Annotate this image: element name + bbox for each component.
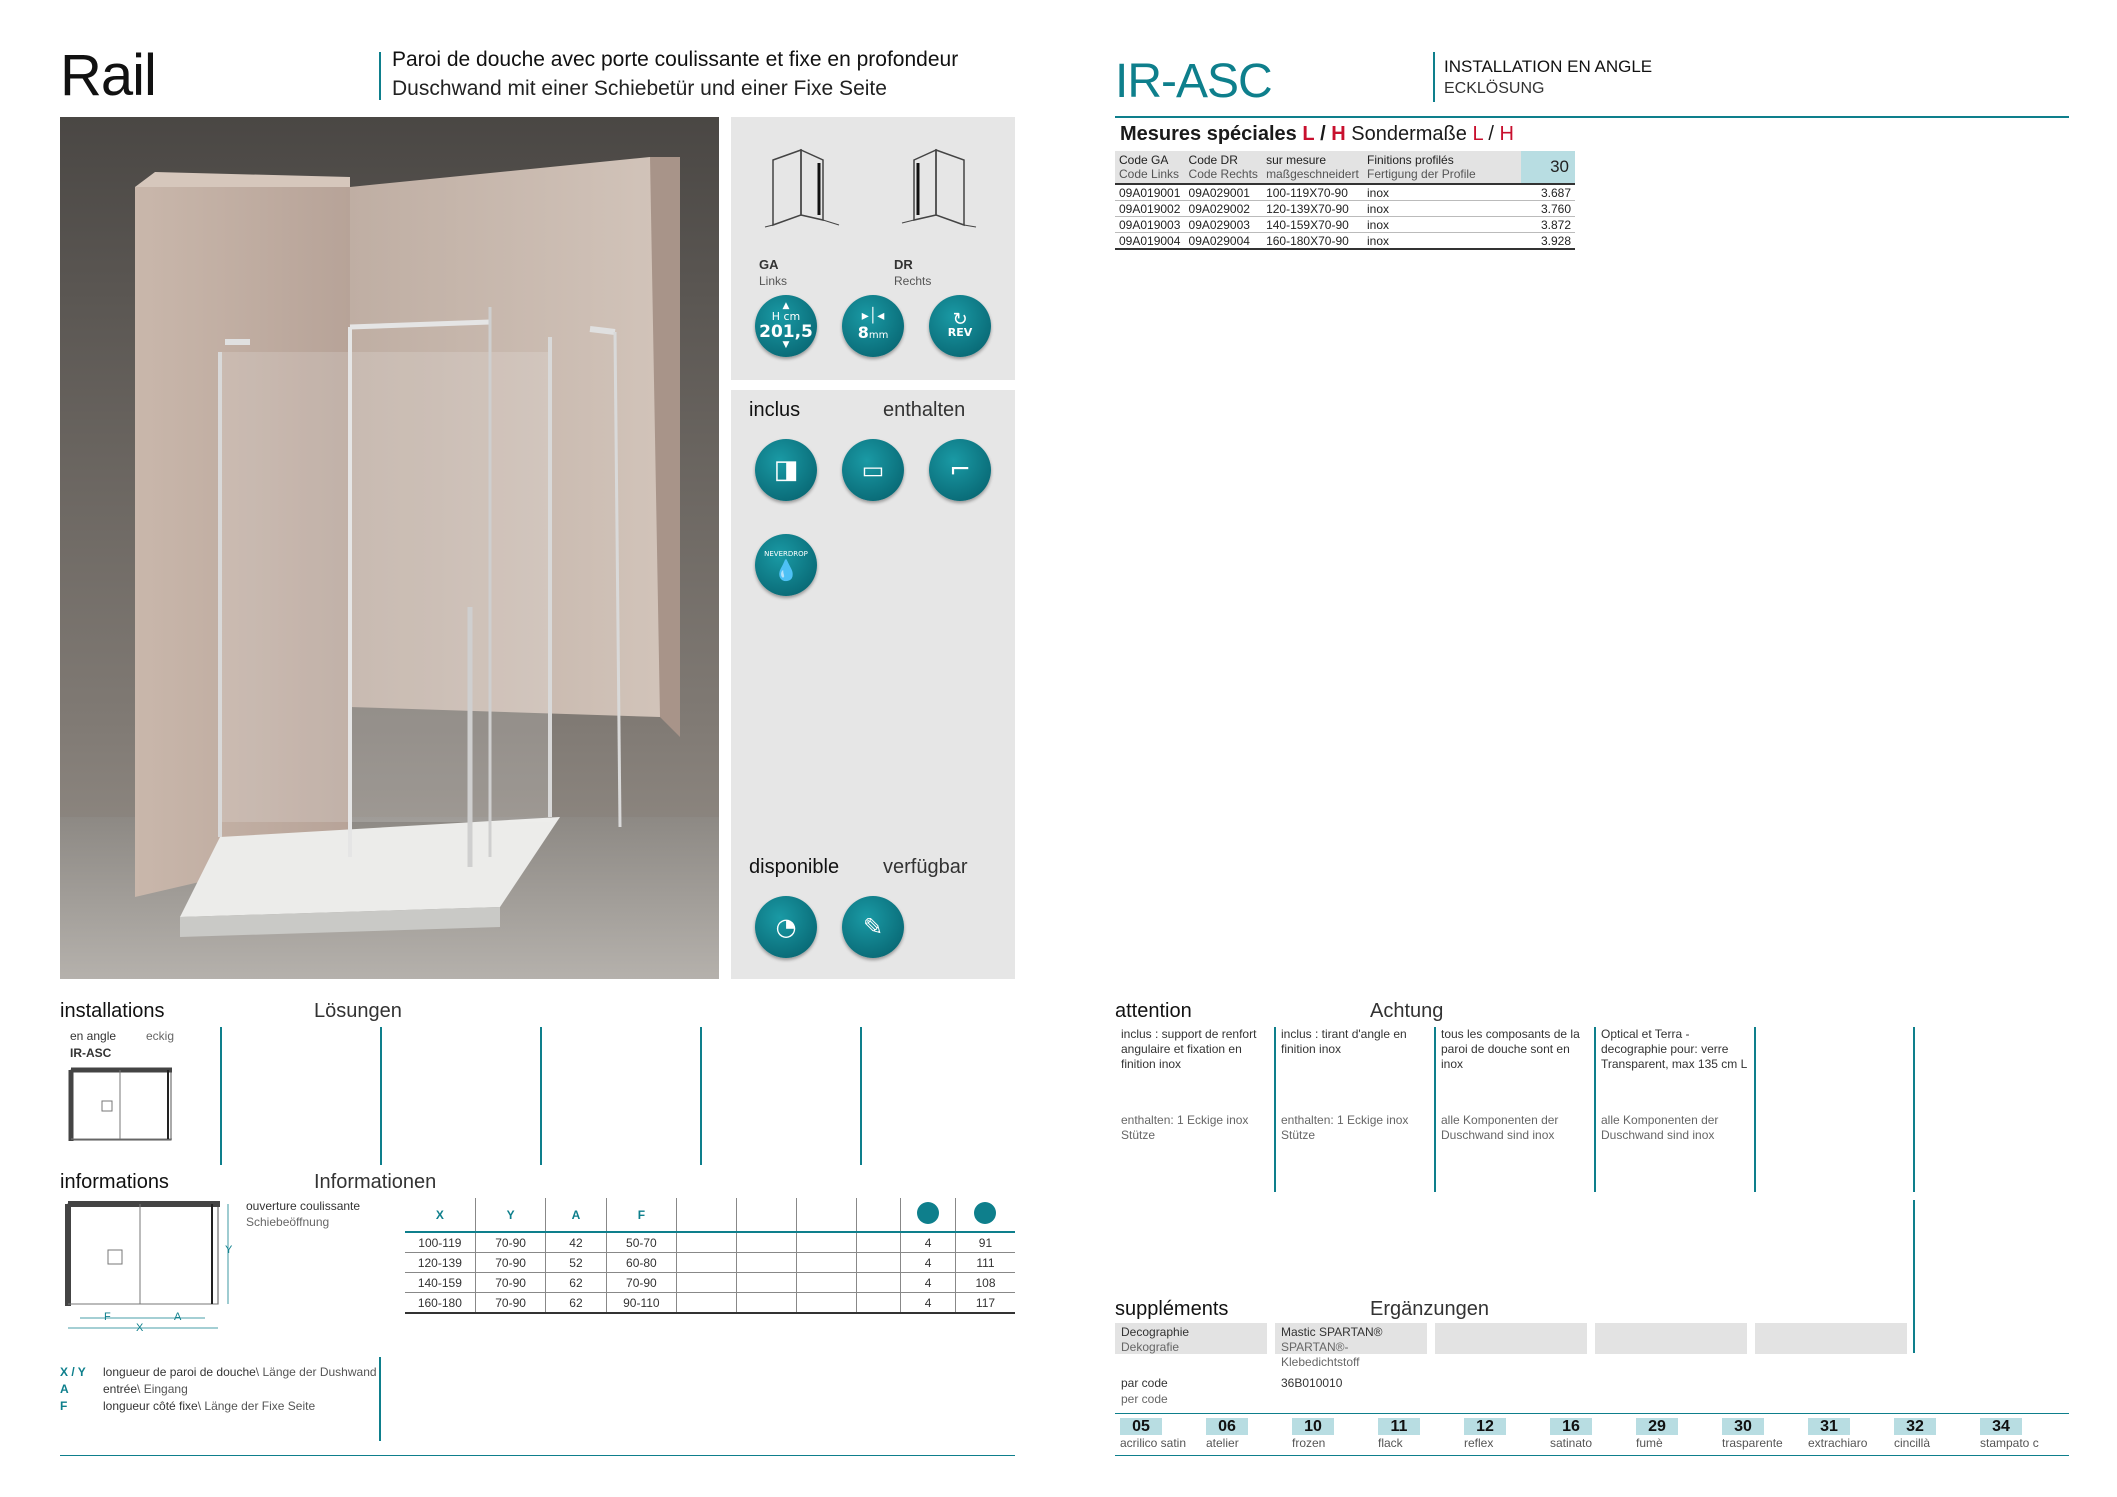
finish-label: fumè — [1636, 1436, 1663, 1450]
install-item-code: IR-ASC — [70, 1046, 112, 1060]
finish-chip: 10 — [1292, 1418, 1334, 1435]
model-divider — [1433, 52, 1435, 102]
dimensions-table: X Y A F 100-119 70-90 42 50-70 4 91 120-139 70-90 52 60-80 4 111 140-159 70-90 62 70-90 4 108 160-180 70-90 62 90-110 4 117 — [405, 1198, 1015, 1314]
legend-f-text: longueur côté fixe\ Länge der Fixe Seite — [103, 1399, 316, 1413]
finish-label: satinato — [1550, 1436, 1593, 1450]
attention-col-2-de: enthalten: 1 Eckige inox Stütze — [1281, 1113, 1409, 1142]
informations-label-de: Informationen — [314, 1171, 437, 1193]
orientation-panel — [731, 117, 1015, 380]
install-divider-3 — [540, 1027, 542, 1165]
model-code: IR-ASC — [1115, 55, 1272, 108]
supplement-box-1: Decographie Dekografie — [1115, 1323, 1267, 1354]
finish-label: atelier — [1206, 1436, 1239, 1450]
left-footer-rule — [60, 1455, 1015, 1456]
install-divider-4 — [700, 1027, 702, 1165]
legend-a-key: A — [60, 1382, 69, 1396]
attention-divider-4 — [1754, 1027, 1756, 1192]
attention-col-1-fr: inclus : support de renfort angulaire et fixation en finition inox — [1121, 1027, 1257, 1071]
finish-label: cincillà — [1894, 1436, 1931, 1450]
handle-icon: ⌐ — [929, 439, 991, 501]
glass-pane-icon — [917, 1202, 939, 1224]
finish-chip: 29 — [1636, 1418, 1678, 1435]
install-plan-drawing — [68, 1067, 178, 1145]
orientation-dr-code: DR — [894, 257, 913, 272]
opening-fr: ouverture coulissante — [246, 1199, 361, 1213]
finish-label: frozen — [1292, 1436, 1326, 1450]
right-header-rule — [1115, 116, 2069, 118]
opening-de: Schiebeöffnung — [246, 1215, 330, 1229]
supplement-box-2: Mastic SPARTAN® SPARTAN®-Klebedichtstoff — [1275, 1323, 1427, 1354]
inclus-label-de: enthalten — [883, 399, 966, 421]
product-title: Rail — [60, 43, 156, 108]
per-code-fr: par code — [1121, 1376, 1168, 1390]
finish-chip: 32 — [1894, 1418, 1936, 1435]
right-footer-rule — [1115, 1455, 2069, 1456]
glass-finishes-row — [1115, 1418, 2069, 1450]
attention-col-1-de: enthalten: 1 Eckige inox Stütze — [1121, 1113, 1249, 1142]
legend-f-key: F — [60, 1399, 68, 1413]
informations-label-fr: informations — [60, 1171, 169, 1193]
informations-plan-drawing — [60, 1200, 240, 1340]
attention-divider-2 — [1434, 1027, 1436, 1192]
install-type-de: ECKLÖSUNG — [1444, 80, 1545, 97]
install-divider-5 — [860, 1027, 862, 1165]
attention-col-2-fr: inclus : tirant d'angle en finition inox — [1281, 1027, 1407, 1056]
finish-chip: 06 — [1206, 1418, 1248, 1435]
easy-clean-icon: ◔ — [755, 896, 817, 958]
reversible-icon: ↻ REV — [929, 295, 991, 357]
product-photo — [60, 117, 719, 979]
supplement-box-5 — [1755, 1323, 1907, 1354]
subtitle-fr: Paroi de douche avec porte coulissante et fixe en profondeur — [392, 48, 959, 71]
supplements-label-de: Ergänzungen — [1370, 1298, 1489, 1320]
special-measures-table: Code GA Code Links Code DR Code Rechts sur mesure maßgeschneidert Finitions profilés Fertigung der Profile 30 09A019001 09A029001 100-119X70-90 inox 3.687 09A019002 09A029002 120-139X70-90 inox 3.760 09A019003 09A029003 140-159X70-90 inox 3.872 09A019004 09A029004 160-180X70-90 inox 3.928 — [1115, 151, 1575, 250]
finish-chip: 34 — [1980, 1418, 2022, 1435]
supplement-divider-right — [1913, 1200, 1915, 1353]
inclus-label-fr: inclus — [749, 399, 801, 421]
mastic-code: 36B010010 — [1281, 1376, 1343, 1390]
attention-col-3-fr: tous les composants de la paroi de douche sont en inox — [1441, 1027, 1580, 1071]
finish-chip: 12 — [1464, 1418, 1506, 1435]
disponible-label-fr: disponible — [749, 856, 840, 878]
measures-title: Mesures spéciales L / H Sondermaße L / H — [1120, 123, 1514, 145]
included-panel — [731, 390, 1015, 979]
orientation-ga-label: Links — [759, 274, 788, 288]
dim-f-label: F — [104, 1311, 111, 1323]
install-divider-2 — [380, 1027, 382, 1165]
supplement-box-3 — [1435, 1323, 1587, 1354]
supplement-box-4 — [1595, 1323, 1747, 1354]
tools-icon: ✎ — [842, 896, 904, 958]
finish-chip: 30 — [1722, 1418, 1764, 1435]
legend-xy-key: X / Y — [60, 1365, 86, 1379]
installations-label-fr: installations — [60, 1000, 165, 1022]
finish-chip: 16 — [1550, 1418, 1592, 1435]
legend-xy-text: longueur de paroi de douche\ Länge der Dushwand — [103, 1365, 377, 1379]
info-divider — [379, 1357, 381, 1441]
subtitle-de: Duschwand mit einer Schiebetür und einer Fixe Seite — [392, 77, 887, 100]
install-item-fr: en angle — [70, 1029, 117, 1043]
price-column-header: 30 — [1521, 151, 1575, 184]
door-panel-icon: ◨ — [755, 439, 817, 501]
attention-col-4-de: alle Komponenten der Duschwand sind inox — [1601, 1113, 1719, 1142]
finish-label: flack — [1378, 1436, 1403, 1450]
finish-label: stampato c — [1980, 1436, 2039, 1450]
finish-chip: 05 — [1120, 1418, 1162, 1435]
finishes-top-rule — [1115, 1413, 2069, 1414]
weight-icon — [974, 1202, 996, 1224]
installations-label-de: Lösungen — [314, 1000, 402, 1022]
finish-label: reflex — [1464, 1436, 1494, 1450]
finish-label: acrilico satin — [1120, 1436, 1187, 1450]
right-orientation-drawing — [894, 135, 984, 235]
attention-label-fr: attention — [1115, 1000, 1192, 1022]
supplements-label-fr: suppléments — [1115, 1298, 1229, 1320]
dim-a-label: A — [174, 1311, 182, 1323]
attention-divider-5 — [1913, 1027, 1915, 1192]
left-orientation-drawing — [761, 135, 851, 235]
attention-label-de: Achtung — [1370, 1000, 1444, 1022]
glass-thickness-icon: ▸│◂ 8mm — [842, 295, 904, 357]
attention-col-4-fr: Optical et Terra - decographie pour: verre Transparent, max 135 cm L — [1601, 1027, 1748, 1071]
attention-divider-1 — [1274, 1027, 1276, 1192]
per-code-de: per code — [1121, 1392, 1168, 1406]
rail-profile-icon: ▭ — [842, 439, 904, 501]
neverdrop-icon: NEVERDROP 💧 — [755, 534, 817, 596]
disponible-label-de: verfügbar — [883, 856, 968, 878]
finish-chip: 31 — [1808, 1418, 1850, 1435]
orientation-dr-label: Rechts — [894, 274, 932, 288]
install-type-fr: INSTALLATION EN ANGLE — [1444, 57, 1653, 76]
finish-label: extrachiaro — [1808, 1436, 1868, 1450]
height-icon: ▲ H cm 201,5 ▼ — [755, 295, 817, 357]
finish-label: trasparente — [1722, 1436, 1783, 1450]
attention-col-3-de: alle Komponenten der Duschwand sind inox — [1441, 1113, 1559, 1142]
install-divider-1 — [220, 1027, 222, 1165]
legend-a-text: entrée\ Eingang — [103, 1382, 188, 1396]
orientation-ga-code: GA — [759, 257, 779, 272]
finish-chip: 11 — [1378, 1418, 1420, 1435]
dim-x-label: X — [136, 1322, 144, 1334]
header-divider — [379, 52, 381, 100]
attention-divider-3 — [1594, 1027, 1596, 1192]
install-item-de: eckig — [146, 1029, 175, 1043]
dim-y-label: Y — [225, 1244, 233, 1256]
